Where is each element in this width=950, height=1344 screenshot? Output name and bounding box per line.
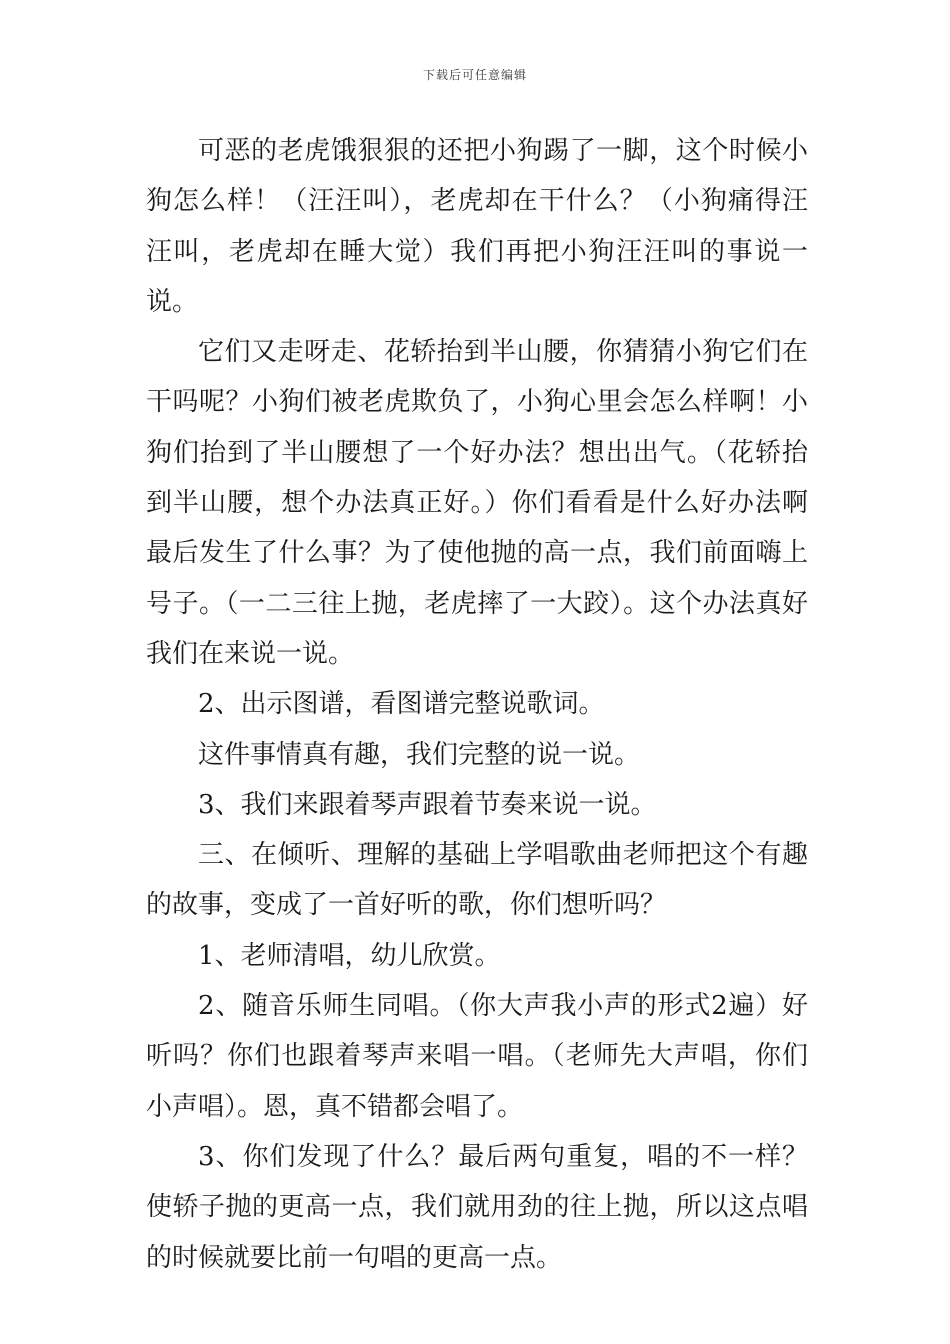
paragraph-sing-together: 2、随音乐师生同唱。（你大声我小声的形式2遍）好听吗？你们也跟着琴声来唱一唱。（老师先大声唱，你们小声唱）。恩，真不错都会唱了。 <box>146 991 808 1122</box>
document-body <box>146 126 808 1283</box>
paragraph-teacher-sings: 1、老师清唱，幼儿欣赏。 <box>198 940 501 971</box>
paragraph-story-is-fun: 这件事情真有趣，我们完整的说一说。 <box>198 739 641 770</box>
paragraph-tiger-kicks-dog: 可恶的老虎饿狠狠的还把小狗踢了一脚，这个时候小狗怎么样！（汪汪叫），老虎却在干什么？（小狗痛得汪汪叫，老虎却在睡大觉）我们再把小狗汪汪叫的事说一说。 <box>146 136 808 317</box>
paragraph-what-did-you-find: 3、你们发现了什么？最后两句重复，唱的不一样？使轿子抛的更高一点，我们就用劲的往上抛，所以这点唱的时候就要比前一句唱的更高一点。 <box>146 1141 808 1273</box>
paragraph-halfway-up-mountain: 它们又走呀走、花轿抬到半山腰，你猜猜小狗它们在干吗呢？小狗们被老虎欺负了，小狗心里会怎么样啊！小狗们抬到了半山腰想了一个好办法？想出出气。（花轿抬到半山腰，想个办法真正好。）你们看看是什么好办法啊最后发生了什么事？为了使他抛的高一点，我们前面嗨上号子。（一二三往上抛，老虎摔了一大跤）。这个办法真好我们在来说一说。 <box>146 337 808 669</box>
paragraph-follow-rhythm: 3、我们来跟着琴声跟着节奏来说一说。 <box>198 789 657 820</box>
page-header: 下载后可任意编辑 <box>422 68 527 82</box>
paragraph-show-picture-score: 2、出示图谱，看图谱完整说歌词。 <box>198 689 605 720</box>
paragraph-learn-to-sing: 三、在倾听、理解的基础上学唱歌曲老师把这个有趣的故事，变成了一首好听的歌，你们想听吗？ <box>146 840 808 921</box>
